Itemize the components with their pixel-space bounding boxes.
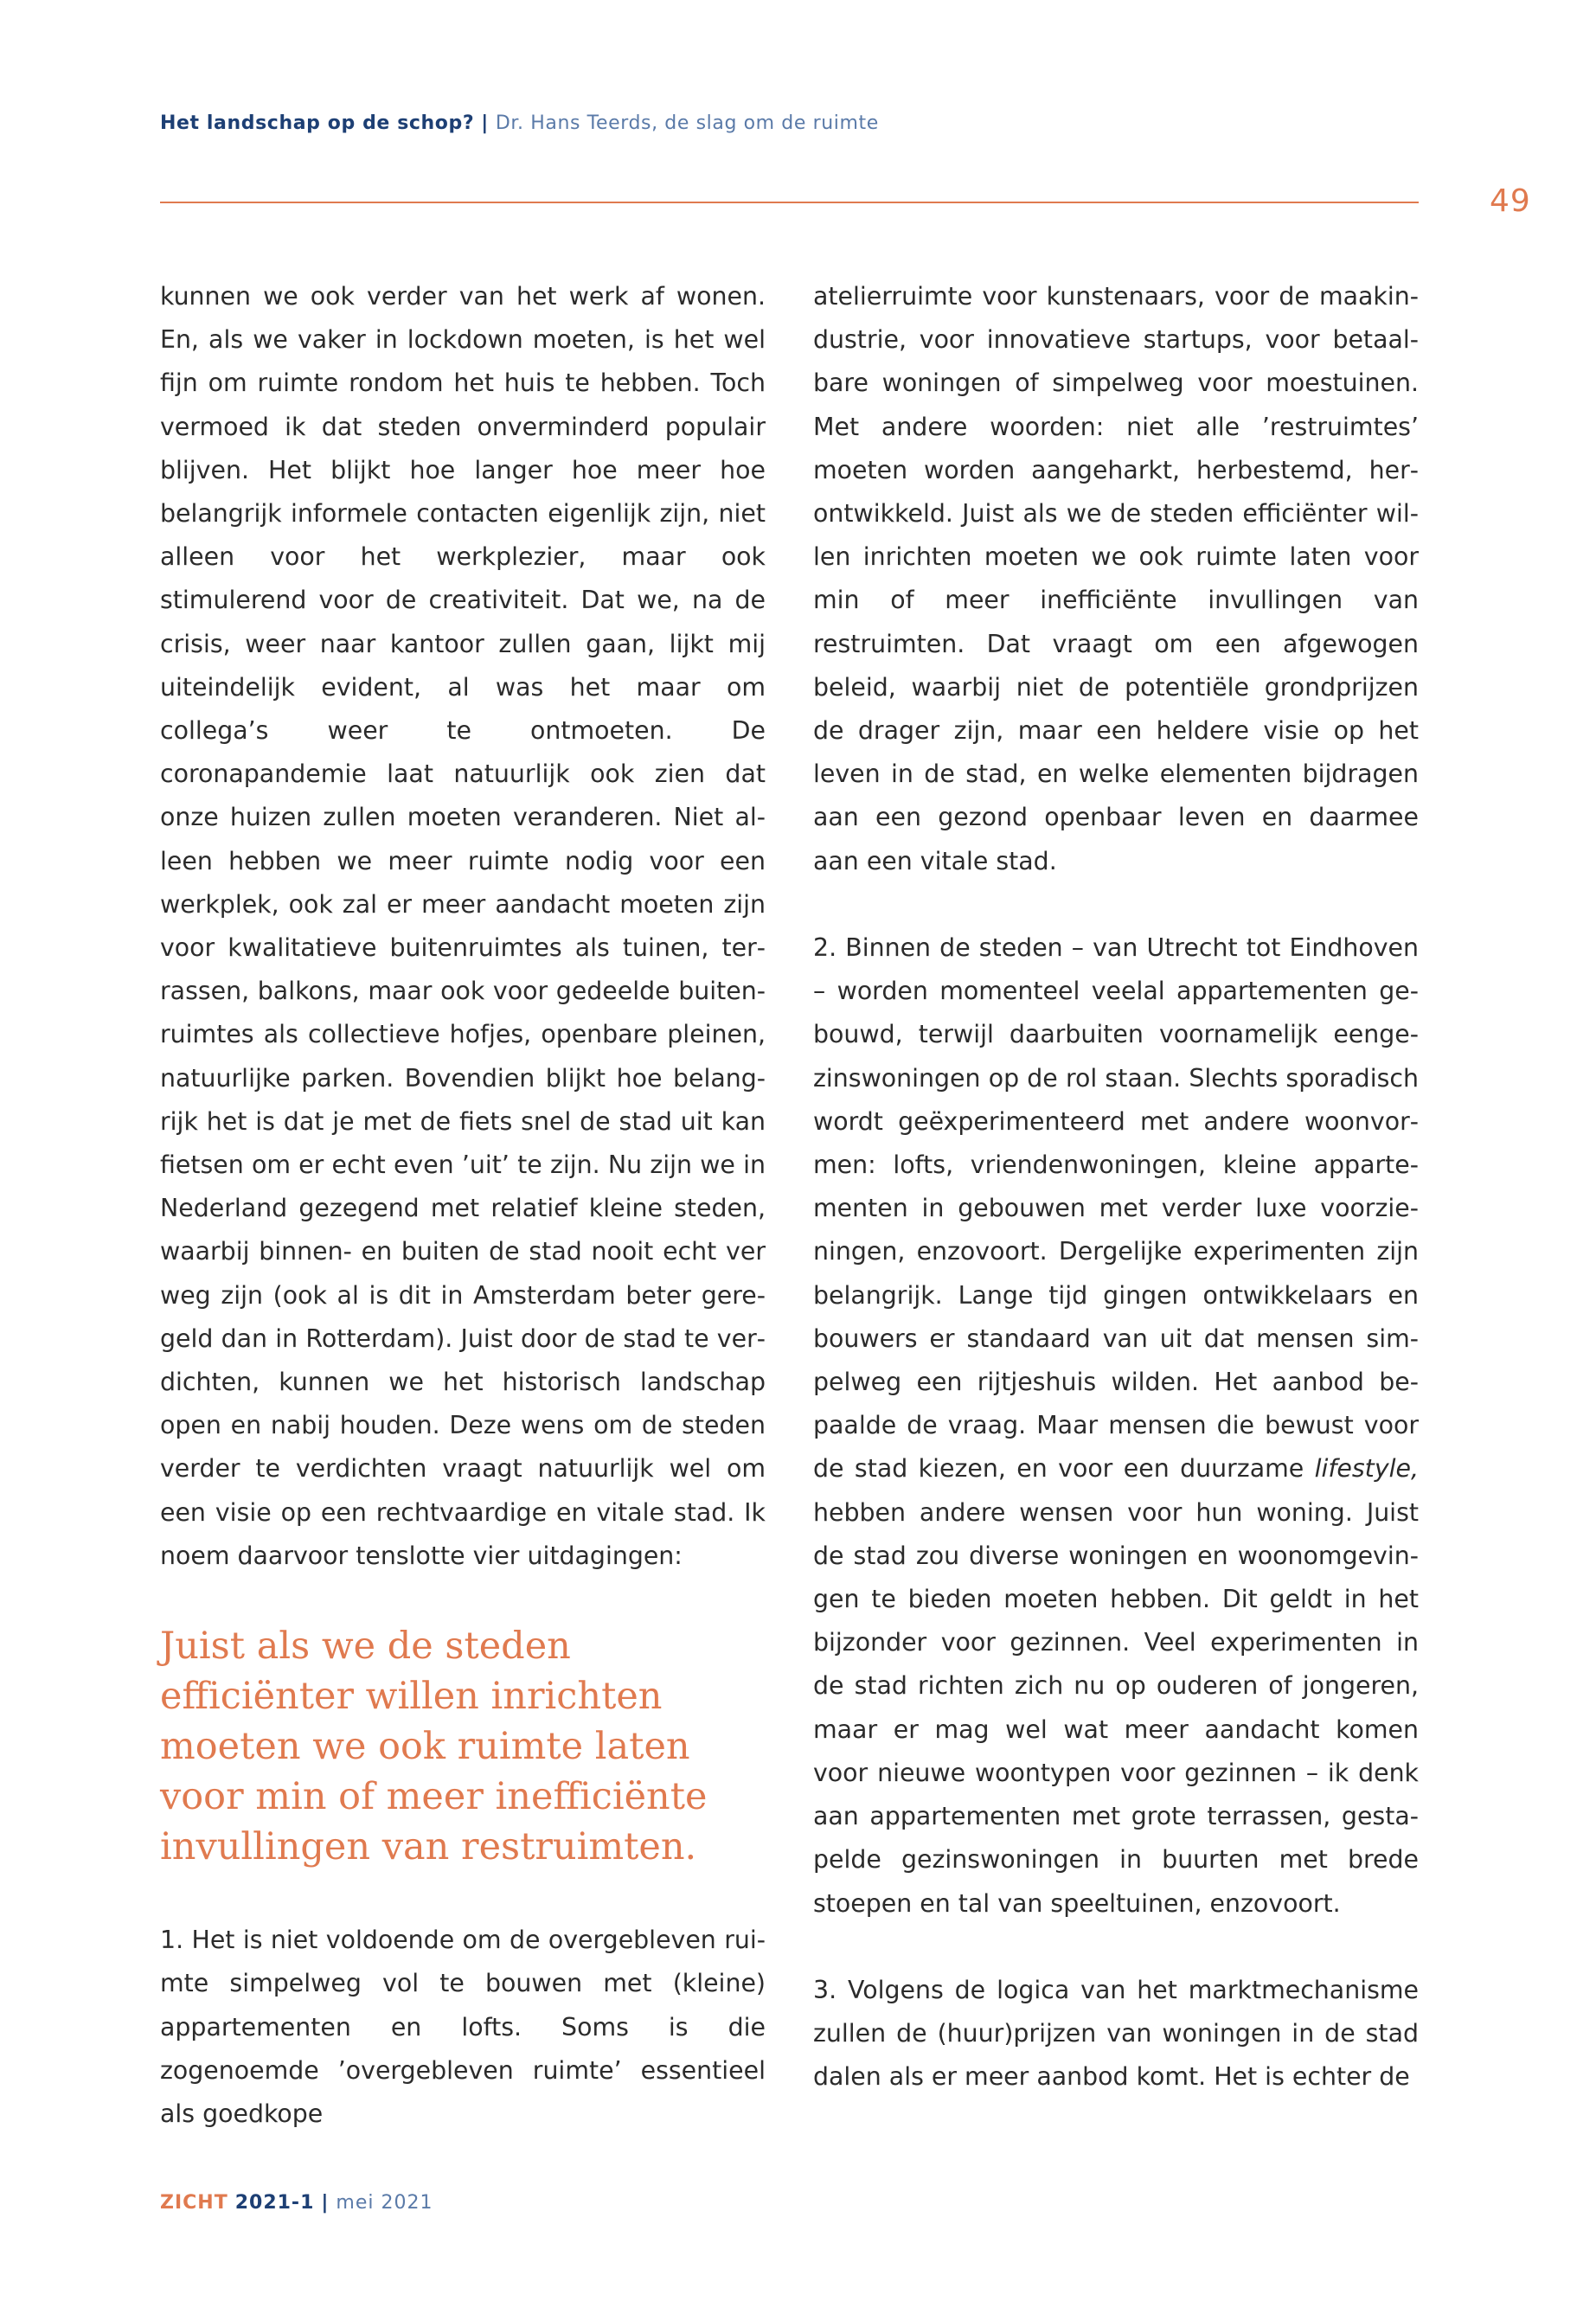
body-paragraph: 3. Volgens de logica van het marktmechanisme zullen de (huur)prijzen van woningen in de stad dalen als er meer aanbod komt. Het is echter de <box>813 1975 1419 2092</box>
footer-date: mei 2021 <box>336 2192 433 2214</box>
left-column <box>160 275 766 2136</box>
running-header <box>160 112 879 134</box>
right-column <box>813 275 1419 2099</box>
header-separator: | <box>481 112 489 134</box>
pull-quote: Juist als we de steden efficiënter willen inrichten moeten we ook ruimte laten voor min of meer inefficiënte invullingen van restruimten. <box>160 1625 708 1869</box>
header-title: Het landschap op de schop? <box>160 112 475 134</box>
paragraph-text: hebben andere wensen voor hun woning. Juist de stad zou diverse woningen en woonomgevingen te bieden moeten hebben. Dit geldt in het bijzonder voor gezinnen. Veel experimenten in de stad richten zich nu op ouderen of jongeren, maar er mag wel wat meer aandacht komen voor nieuwe woontypen voor gezinnen – ik denk aan appartementen met grote terrassen, gestapelde gezinswoningen in buurten met brede stoepen en tal van speeltuinen, enzovoort. <box>813 1497 1419 1918</box>
body-paragraph: kunnen we ook verder van het werk af wonen. En, als we vaker in lockdown moeten, is het wel fijn om ruimte rondom het huis te hebben. Toch vermoed ik dat steden onverminderd populair blijven. Het blijkt hoe langer hoe meer hoe belangrijk informele contacten eigenlijk zijn, niet alleen voor het werkplezier, maar ook stimulerend voor de creativiteit. Dat we, na de crisis, weer naar kantoor zullen gaan, lijkt mij uiteindelijk evident, al was het maar om collega’s weer te ontmoeten. De coronapandemie laat natuurlijk ook zien dat onze huizen zullen moeten veranderen. Niet alleen hebben we meer ruimte nodig voor een werkplek, ook zal er meer aandacht moeten zijn voor kwalitatieve buitenruimtes als tuinen, terrassen, balkons, maar ook voor gedeelde buitenruimtes als collectieve hofjes, openbare pleinen, natuurlijke parken. Bovendien blijkt hoe belangrijk het is dat je met de fiets snel de stad uit kan fietsen om er echt even ’uit’ te zijn. Nu zijn we in Nederland gezegend met relatief kleine steden, waarbij binnen- en buiten de stad nooit echt ver weg zijn (ook al is dit in Amsterdam beter geregeld dan in Rotterdam). Juist door de stad te verdichten, kunnen we het historisch landschap open en nabij houden. Deze wens om de steden verder te verdichten vraagt natuurlijk wel om een visie op een rechtvaardige en vitale stad. Ik noem daarvoor tenslotte vier uitdagingen: <box>160 282 766 1570</box>
page-footer <box>160 2192 433 2214</box>
footer-magazine: ZICHT <box>160 2192 228 2214</box>
header-divider <box>160 202 1419 203</box>
header-subtitle: Dr. Hans Teerds, de slag om de ruimte <box>495 112 879 134</box>
body-paragraph <box>813 926 1419 1926</box>
footer-issue: 2021-1 <box>234 2192 315 2214</box>
page-number: 49 <box>1490 183 1531 219</box>
body-paragraph: 1. Het is niet voldoende om de overgebleven ruimte simpelweg vol te bouwen met (kleine) appartementen en lofts. Soms is die zogenoemde ’overgebleven ruimte’ essentieel als goedkope <box>160 1926 766 2129</box>
emphasis-text: lifestyle, <box>1314 1454 1419 1484</box>
body-paragraph: atelierruimte voor kunstenaars, voor de maakindustrie, voor innovatieve startups, voor betaalbare woningen of simpelweg voor moestuinen. Met andere woorden: niet alle ’restruimtes’ moeten worden aangeharkt, herbestemd, herontwikkeld. Juist als we de steden efficiënter willen inrichten moeten we ook ruimte laten voor min of meer inefficiënte invullingen van restruimten. Dat vraagt om een afgewogen beleid, waarbij niet de potentiële grondprijzen de drager zijn, maar een heldere visie op het leven in de stad, en welke elementen bijdragen aan een gezond openbaar leven en daarmee aan een vitale stad. <box>813 282 1419 875</box>
paragraph-text: 2. Binnen de steden – van Utrecht tot Eindhoven – worden momenteel veelal appartementen gebouwd, terwijl daarbuiten voornamelijk eengezinswoningen op de rol staan. Slechts sporadisch wordt geëxperimenteerd met andere woonvormen: lofts, vriendenwoningen, kleine appartementen in gebouwen met verder luxe voorzieningen, enzovoort. Dergelijke experimenten zijn belangrijk. Lange tijd gingen ontwikkelaars en bouwers er standaard van uit dat mensen simpelweg een rijtjeshuis wilden. Het aanbod bepaalde de vraag. Maar mensen die bewust voor de stad kiezen, en voor een duurzame <box>813 933 1419 1484</box>
footer-separator: | <box>321 2192 330 2214</box>
